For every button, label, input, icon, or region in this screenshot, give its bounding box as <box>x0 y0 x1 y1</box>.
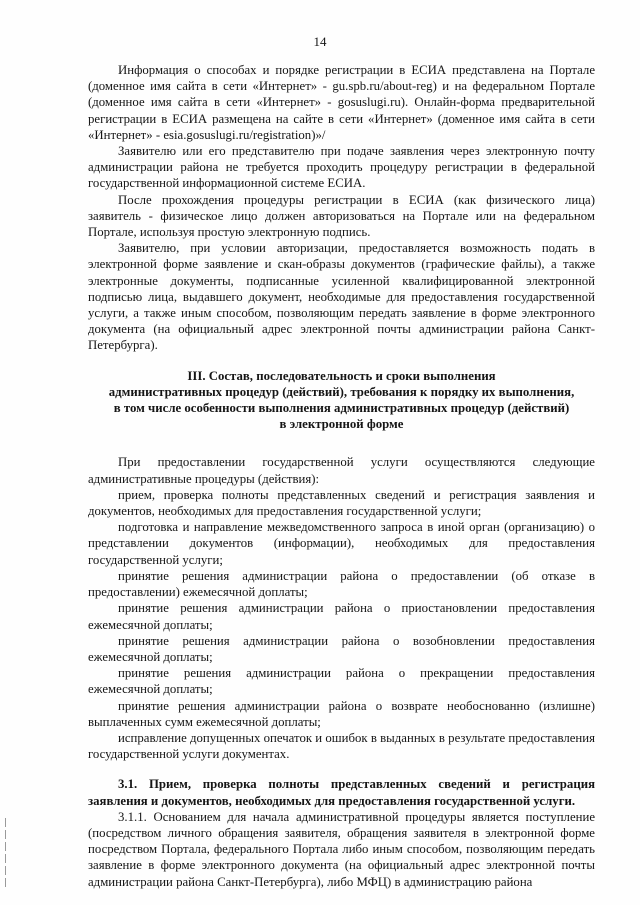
section-heading-line: в электронной форме <box>279 417 404 432</box>
list-item: принятие решения администрации района о предоставлении (об отказе в предоставлении) ежемесячной доплаты; <box>88 568 595 600</box>
paragraph-esia-authorization: После прохождения процедуры регистрации в ЕСИА (как физического лица) заявитель - физическое лицо должен авторизоваться на Портале или на федеральном Портале, используя простую электронную подпись. <box>88 192 595 240</box>
section-heading-line: III. Состав, последовательность и сроки выполнения <box>187 368 496 383</box>
spacer <box>88 762 595 776</box>
list-item: исправление допущенных опечаток и ошибок в выданных в результате предоставления государственной услуги документах. <box>88 730 595 762</box>
page-number: 14 <box>313 34 327 49</box>
list-item: принятие решения администрации района о возврате необоснованно (излишне) выплаченных сумм ежемесячной доплаты; <box>88 698 595 729</box>
paragraph-procedures-intro: При предоставлении государственной услуги осуществляются следующие административные процедуры (действия): <box>88 455 595 486</box>
section-heading-line: в том числе особенности выполнения административных процедур (действий) <box>113 401 570 416</box>
section-heading-line: административных процедур (действий), требования к порядку их выполнения, <box>108 384 575 399</box>
list-item: принятие решения администрации района о приостановлении предоставления ежемесячной доплаты; <box>88 601 595 632</box>
paragraph-procedure-basis: 3.1.1. Основанием для начала административной процедуры является поступление (посредством личного обращения заявителя, обращения заявителя в электронной форме посредством Портала, федерального Портала либо иным способом, позволяющим передать заявление в форме электронного документа (на официальный адрес электронной почты администрации района Санкт-Петербурга), либо МФЦ) в администрацию района <box>88 809 595 889</box>
paragraph-esia-info: Информация о способах и порядке регистрации в ЕСИА представлена на Портале (доменное имя сайта в сети «Интернет» - gu.spb.ru/about-reg) и на федеральном Портале (доменное имя сайта в сети «Интернет» - gosuslugi.ru). Онлайн-форма предварительной регистрации в ЕСИА размещена на сайте в сети «Интернет» (доменное имя сайта в сети «Интернет» - esia.gosuslugi.ru/registration)»/ <box>88 63 595 142</box>
subsection-heading: 3.1. Прием, проверка полноты представленных сведений и регистрация заявления и документов, необходимых для предоставления государственной услуги. <box>88 777 595 808</box>
list-item: прием, проверка полноты представленных сведений и регистрация заявления и документов, необходимых для предоставления государственной услуги; <box>88 487 595 519</box>
scan-edge-marks <box>4 815 8 900</box>
paragraph-email-submission: Заявителю или его представителю при подаче заявления через электронную почту администрации района не требуется проходить процедуру регистрации в федеральной государственной информационной системе ЕСИА. <box>88 144 595 191</box>
document-body <box>88 62 595 890</box>
section-heading <box>88 368 595 433</box>
list-item: подготовка и направление межведомственного запроса в иной орган (организацию) о представлении документов (информации), необходимых для предоставления государственной услуги; <box>88 520 595 567</box>
list-item: принятие решения администрации района о возобновлении предоставления ежемесячной доплаты; <box>88 633 595 664</box>
list-item: принятие решения администрации района о прекращении предоставления ежемесячной доплаты; <box>88 666 595 697</box>
paragraph-electronic-submission: Заявителю, при условии авторизации, предоставляется возможность подать в электронной форме заявление и скан-образы документов (графические файлы), а также электронные документы, подписанные усиленной квалифицированной электронной подписью лица, выдавшего документ, необходимые для предоставления государственной услуги, а также иным способом, позволяющим передать заявление в форме электронного документа (на официальный адрес электронной почты администрации района Санкт-Петербурга). <box>88 241 595 353</box>
